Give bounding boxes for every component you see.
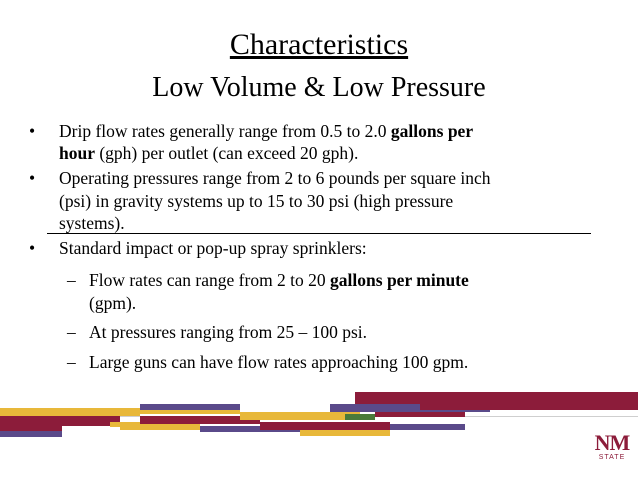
bullet-1-line-2 bbox=[59, 143, 358, 163]
dash-icon: – bbox=[67, 270, 76, 290]
slide-subtitle: Low Volume & Low Pressure bbox=[152, 72, 486, 103]
bullet-1-text-b: (gph) per outlet (can exceed 20 gph). bbox=[94, 143, 359, 163]
logo-main-text: NM bbox=[594, 430, 630, 455]
divider-line bbox=[47, 233, 591, 234]
bullet-2-line-1: Operating pressures range from 2 to 6 pounds per square inch bbox=[59, 168, 491, 188]
sub-bullet-1-text: Flow rates can range from 2 to 20 bbox=[89, 270, 331, 290]
sub-bullet-1-line-1 bbox=[89, 270, 469, 290]
sub-bullet-1-bold: gallons per minute bbox=[330, 270, 469, 290]
logo-sub-text: STATE bbox=[598, 454, 626, 461]
nm-state-logo bbox=[588, 432, 636, 478]
dash-icon: – bbox=[67, 352, 76, 372]
bullet-icon: • bbox=[29, 168, 36, 188]
bullet-icon: • bbox=[29, 238, 36, 258]
bullet-2-line-2: (psi) in gravity systems up to 15 to 30 psi (high pressure bbox=[59, 191, 454, 211]
bullet-1-bold-b: hour bbox=[59, 143, 95, 163]
bullet-1-bold-a: gallons per bbox=[390, 121, 474, 141]
dash-icon: – bbox=[67, 322, 76, 342]
bullet-3-line-1: Standard impact or pop-up spray sprinklers: bbox=[59, 238, 367, 258]
sub-bullet-1-line-2: (gpm). bbox=[89, 293, 137, 313]
bullet-icon: • bbox=[29, 121, 36, 141]
sub-bullet-2-line-1: At pressures ranging from 25 – 100 psi. bbox=[89, 322, 368, 342]
bullet-1-line-1 bbox=[59, 121, 473, 141]
sub-bullet-3-line-1: Large guns can have flow rates approaching 100 gpm. bbox=[89, 352, 469, 372]
bullet-1-text-a: Drip flow rates generally range from 0.5 to 2.0 bbox=[59, 121, 391, 141]
bullet-2-line-3: systems). bbox=[59, 213, 125, 233]
slide-title: Characteristics bbox=[229, 28, 409, 61]
